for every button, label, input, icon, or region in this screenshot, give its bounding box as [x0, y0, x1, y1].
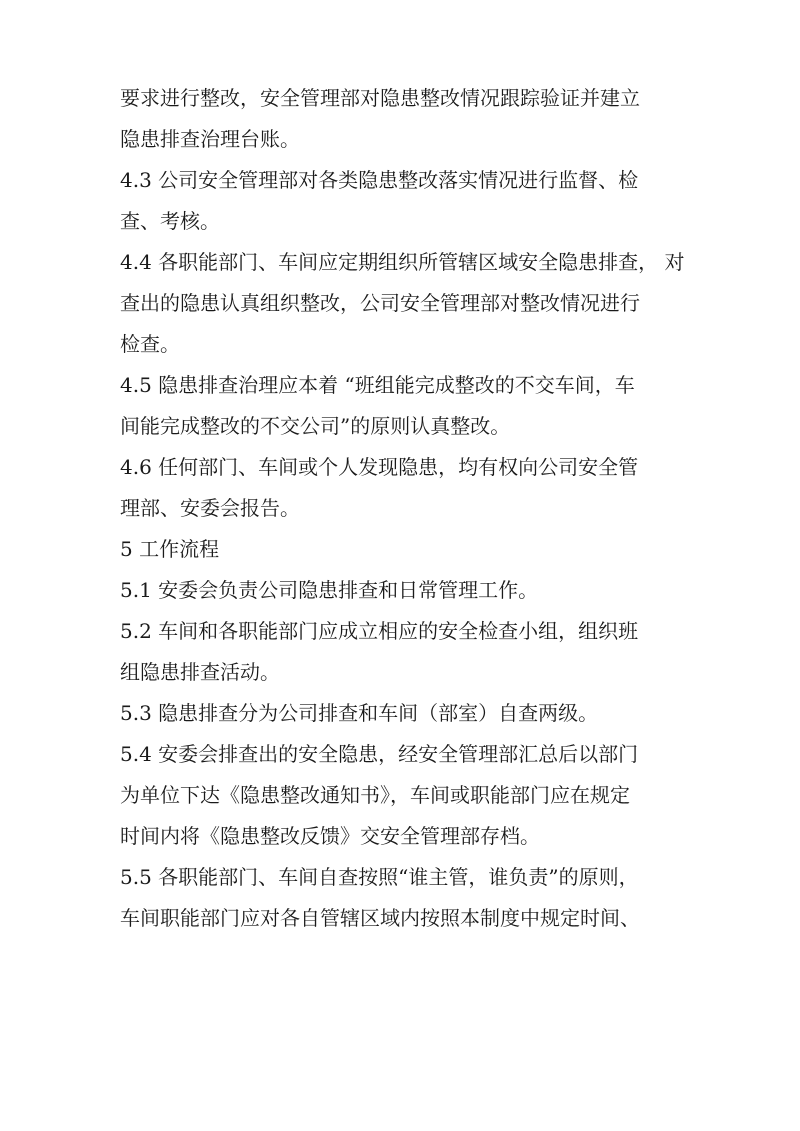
text-line: 5.2 车间和各职能部门应成立相应的安全检查小组，组织班 — [120, 619, 639, 643]
document-body — [120, 78, 720, 939]
text-line: 5.1 安委会负责公司隐患排查和日常管理工作。 — [120, 578, 539, 602]
text-line: 查、考核。 — [120, 209, 220, 233]
text-line: 车间职能部门应对各自管辖区域内按照本制度中规定时间、 — [120, 906, 640, 930]
text-line: 5.5 各职能部门、车间自查按照“谁主管，谁负责”的原则， — [120, 865, 639, 889]
text-line: 组隐患排查活动。 — [120, 660, 280, 684]
text-line: 4.3 公司安全管理部对各类隐患整改落实情况进行监督、检 — [120, 168, 639, 192]
text-line: 理部、安委会报告。 — [120, 496, 300, 520]
text-line: 4.4 各职能部门、车间应定期组织所管辖区域安全隐患排查， 对 — [120, 250, 685, 274]
text-line: 为单位下达《隐患整改通知书》，车间或职能部门应在规定 — [120, 783, 630, 807]
text-line: 5.4 安委会排查出的安全隐患，经安全管理部汇总后以部门 — [120, 742, 639, 766]
text-line: 5.3 隐患排查分为公司排查和车间（部室）自查两级。 — [120, 701, 599, 725]
text-line: 时间内将《隐患整改反馈》交安全管理部存档。 — [120, 824, 540, 848]
text-line: 隐患排查治理台账。 — [120, 127, 300, 151]
text-line: 4.6 任何部门、车间或个人发现隐患，均有权向公司安全管 — [120, 455, 639, 479]
text-line: 检查。 — [120, 332, 180, 356]
section-heading: 5 工作流程 — [120, 537, 220, 561]
text-line: 要求进行整改，安全管理部对隐患整改情况跟踪验证并建立 — [120, 86, 640, 110]
text-line: 查出的隐患认真组织整改，公司安全管理部对整改情况进行 — [120, 291, 640, 315]
text-line: 4.5 隐患排查治理应本着 “班组能完成整改的不交车间，车 — [120, 373, 635, 397]
text-line: 间能完成整改的不交公司”的原则认真整改。 — [120, 414, 511, 438]
